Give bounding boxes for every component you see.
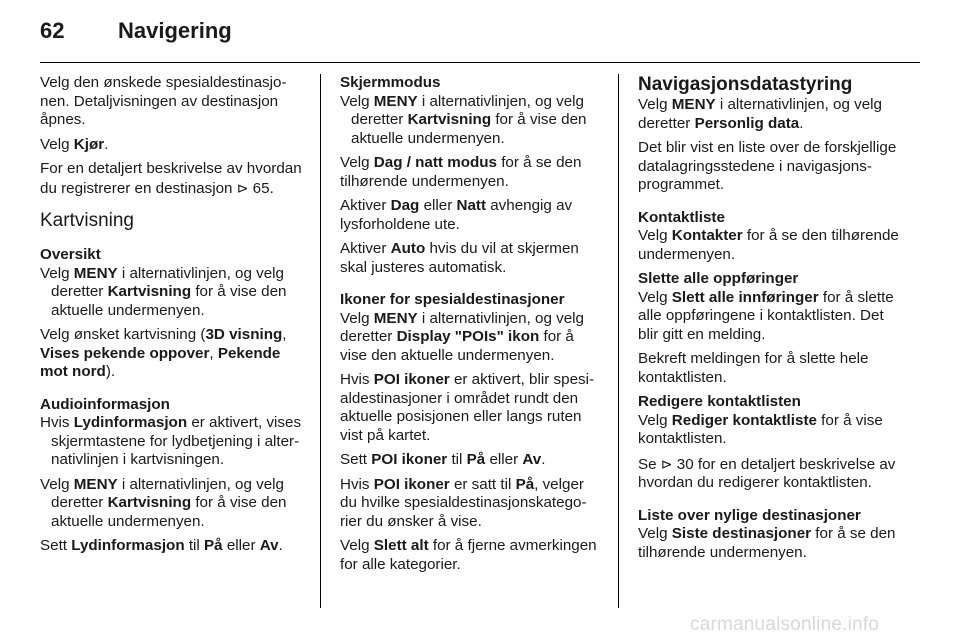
paragraph: Velg MENY i alternativlinjen, og velg deretter Personlig data. xyxy=(638,96,882,132)
paragraph: Bekreft meldingen for å slette hele kontaktlisten. xyxy=(638,350,869,386)
column-1 xyxy=(40,74,302,562)
paragraph: Velg Slett alt for å fjerne avmerkingen for alle kategorier. xyxy=(340,537,597,573)
column-divider-2 xyxy=(618,74,619,608)
paragraph: Velg MENY i alternativlinjen, og velg deretter Kartvisning for å vise den aktuelle undermenyen. xyxy=(40,475,287,530)
subheading-skjermmodus: Skjermmodus xyxy=(340,74,441,91)
column-2 xyxy=(340,74,602,580)
paragraph: Velg Kjør. xyxy=(40,135,109,153)
paragraph: Hvis Lydinformasjon er aktivert, vises skjermtastene for lydbetjening i alternativlinjen i kartvisningen. xyxy=(40,414,302,468)
page-reference-arrow-icon: ⊳ xyxy=(660,455,673,472)
subheading-kontaktliste: Kontaktliste xyxy=(638,208,725,226)
paragraph: Velg MENY i alternativlinjen, og velg deretter Kartvisning for å vise den aktuelle undermenyen. xyxy=(340,92,587,147)
page-title: Navigering xyxy=(118,18,232,43)
paragraph: Hvis POI ikoner er satt til På, velger du hvilke spesialdestinasjonskategorier du ønsker å vise. xyxy=(340,475,587,530)
header-rule xyxy=(40,62,920,63)
page-reference-arrow-icon: ⊳ xyxy=(236,179,249,196)
paragraph: Velg den ønskede spesialdestinasjonen. Detaljvisningen av destinasjon åpnes. xyxy=(40,74,287,128)
paragraph: For en detaljert beskrivelse av hvordan du registrerer en destinasjon ⊳ 65. xyxy=(40,160,302,197)
paragraph: Aktiver Dag eller Natt avhengig av lysforholdene ute. xyxy=(340,197,573,233)
watermark-text: carmanualsonline.info xyxy=(690,614,880,635)
paragraph: Sett Lydinformasjon til På eller Av. xyxy=(40,537,283,554)
paragraph: Hvis POI ikoner er aktivert, blir spesialdestinasjoner i området rundt den aktuelle posisjonen eller langs ruten vist på kartet. xyxy=(340,371,595,444)
page-number: 62 xyxy=(40,18,65,43)
paragraph: Det blir vist en liste over de forskjellige datalagringsstedene i navigasjonsprogrammet. xyxy=(638,139,897,193)
section-heading-navigasjonsdatastyring: Navigasjonsdatastyring xyxy=(638,74,853,95)
subheading-oversikt: Oversikt xyxy=(40,246,101,263)
subheading-slette-alle: Slette alle oppføringer xyxy=(638,270,799,287)
paragraph: Velg Dag / natt modus for å se den tilhørende undermenyen. xyxy=(340,154,582,190)
subheading-audioinformasjon: Audioinformasjon xyxy=(40,395,170,413)
column-3 xyxy=(638,74,900,568)
paragraph: Velg ønsket kartvisning (3D visning, Vises pekende oppover, Pekende mot nord). xyxy=(40,326,287,380)
subheading-nylige-destinasjoner: Liste over nylige destinasjoner xyxy=(638,506,861,524)
section-heading-kartvisning: Kartvisning xyxy=(40,210,134,231)
paragraph: Velg Kontakter for å se den tilhørende undermenyen. xyxy=(638,227,899,263)
subheading-redigere: Redigere kontaktlisten xyxy=(638,393,801,410)
column-divider-1 xyxy=(320,74,321,608)
paragraph: Aktiver Auto hvis du vil at skjermen skal justeres automatisk. xyxy=(340,240,579,276)
paragraph: Velg Slett alle innføringer for å slette alle oppføringene i kontaktlisten. Det blir gitt en melding. xyxy=(638,288,894,343)
subheading-ikoner: Ikoner for spesialdestinasjoner xyxy=(340,291,565,308)
paragraph: Sett POI ikoner til På eller Av. xyxy=(340,451,546,468)
paragraph: Velg Siste destinasjoner for å se den tilhørende undermenyen. xyxy=(638,525,896,561)
paragraph: Velg MENY i alternativlinjen, og velg deretter Display "POIs" ikon for å vise den aktuelle undermenyen. xyxy=(340,309,584,364)
paragraph: Velg MENY i alternativlinjen, og velg deretter Kartvisning for å vise den aktuelle undermenyen. xyxy=(40,264,287,319)
paragraph: Velg Rediger kontaktliste for å vise kontaktlisten. xyxy=(638,411,883,447)
paragraph: Se ⊳ 30 for en detaljert beskrivelse av hvordan du redigerer kontaktlisten. xyxy=(638,455,896,491)
